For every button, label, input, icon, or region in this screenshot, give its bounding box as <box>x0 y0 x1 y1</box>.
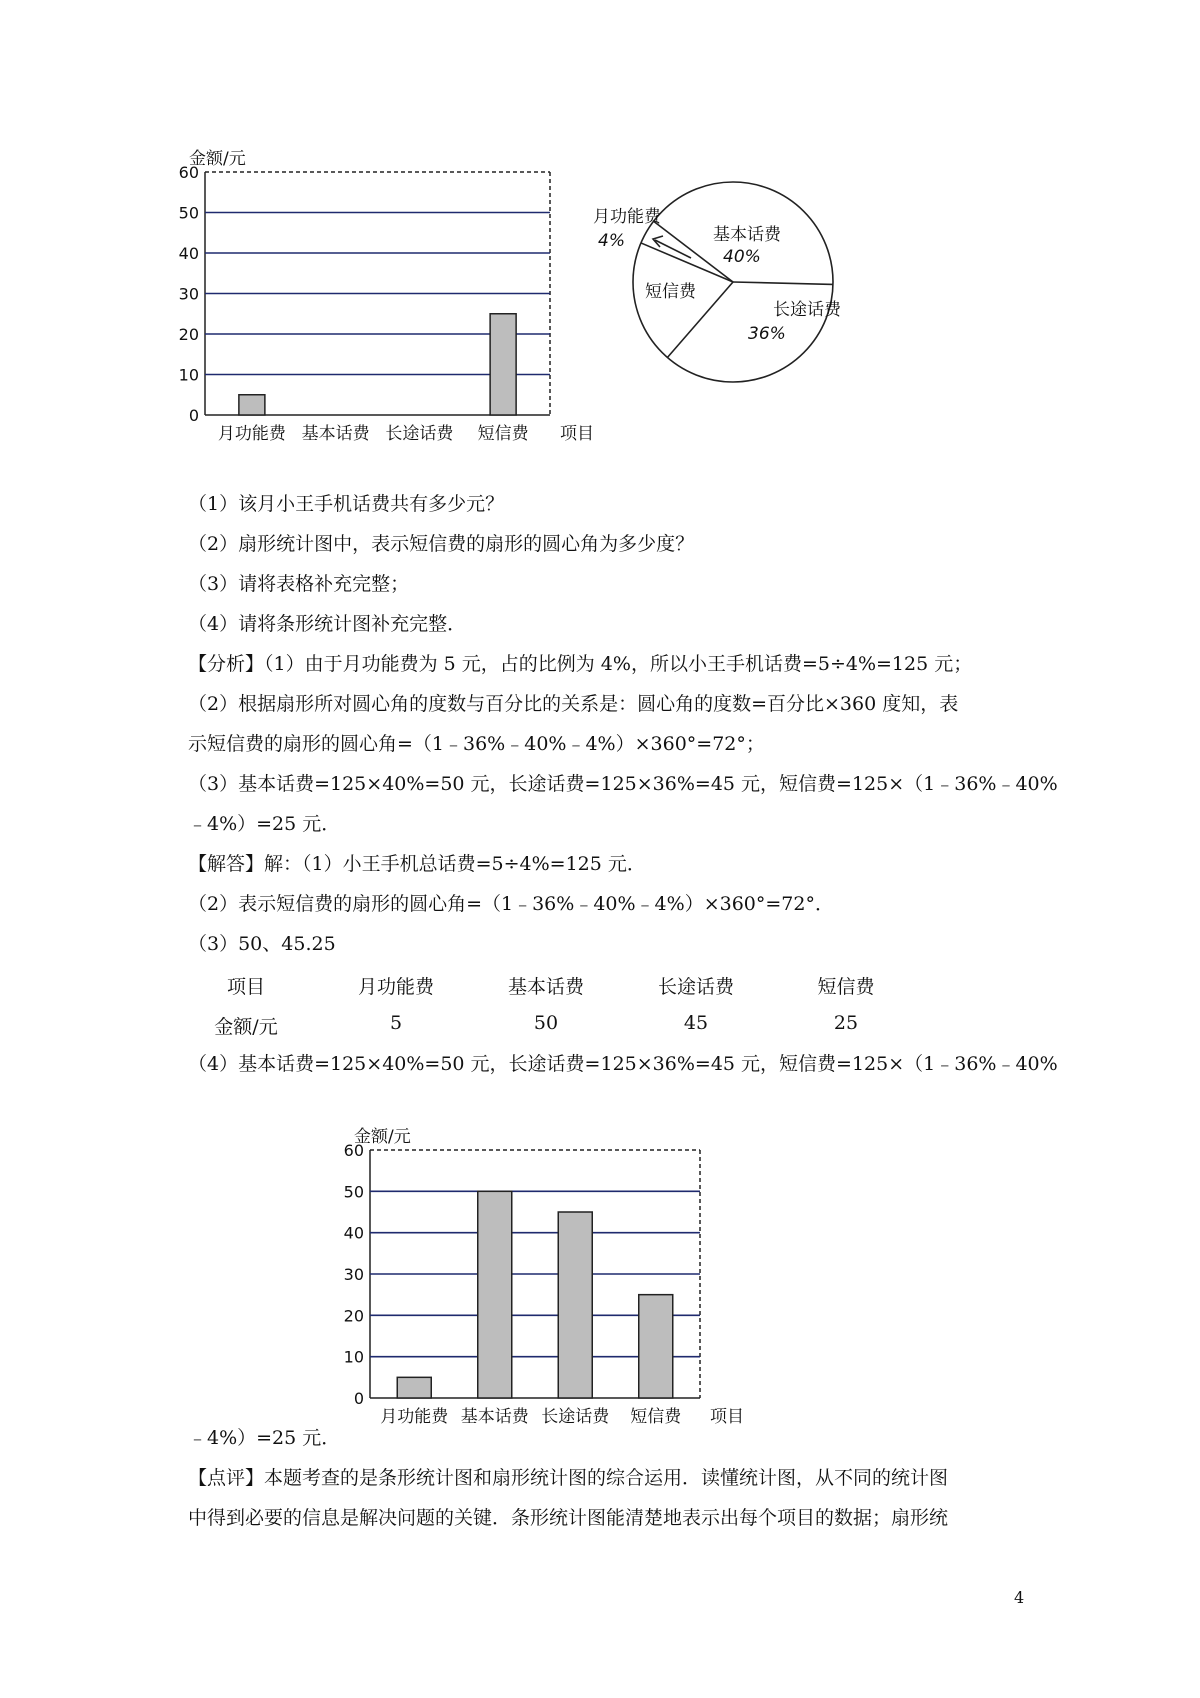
y-tick-label: 0 <box>188 406 199 425</box>
pie-slice-label: 月功能费 <box>593 207 661 227</box>
y-tick-label: 30 <box>178 284 199 304</box>
y-axis-label: 金额/元 <box>189 149 246 169</box>
y-tick-label: 60 <box>343 1141 364 1160</box>
bar <box>639 1295 673 1398</box>
analysis-2b: 示短信费的扇形的圆心角=（1﹣36%﹣40%﹣4%）×360°=72°； <box>188 733 765 755</box>
bar <box>397 1377 431 1398</box>
comment-1: 【点评】本题考查的是条形统计图和扇形统计图的综合运用．读懂统计图，从不同的统计图 <box>188 1467 949 1489</box>
x-tick-label: 短信费 <box>477 424 529 444</box>
pie-chart <box>593 190 930 420</box>
question-3: （3）请将表格补充完整； <box>188 573 410 595</box>
y-tick-label: 30 <box>343 1265 364 1284</box>
x-tick-label: 基本话费 <box>301 424 370 444</box>
question-2: （2）扇形统计图中，表示短信费的扇形的圆心角为多少度？ <box>188 533 695 555</box>
analysis-3b: ﹣4%）=25 元． <box>188 813 341 835</box>
bar <box>239 395 265 415</box>
x-tick-label: 短信费 <box>630 1407 682 1427</box>
question-1: （1）该月小王手机话费共有多少元？ <box>188 493 505 515</box>
analysis-2a: （2）根据扇形所对圆心角的度数与百分比的关系是：圆心角的度数=百分比×360 度知，表 <box>188 693 959 715</box>
x-tick-label: 长途话费 <box>385 424 454 444</box>
bar-chart-1 <box>160 140 620 480</box>
comment-2: 中得到必要的信息是解决问题的关键．条形统计图能清楚地表示出每个项目的数据；扇形统 <box>188 1507 949 1529</box>
x-axis-label: 项目 <box>710 1407 744 1427</box>
x-tick-label: 月功能费 <box>380 1407 449 1427</box>
table-header-cell: 月功能费 <box>357 976 434 998</box>
y-tick-label: 60 <box>178 163 199 182</box>
pie-slice-label: 基本话费 <box>713 225 781 245</box>
bar <box>490 314 516 415</box>
pie-slice-label: 短信费 <box>645 282 696 302</box>
y-tick-label: 0 <box>353 1389 364 1408</box>
solution-4: （4）基本话费=125×40%=50 元，长途话费=125×36%=45 元，短信费=125×（1﹣36%﹣40% <box>188 1053 1058 1075</box>
y-tick-label: 40 <box>343 1223 364 1243</box>
y-tick-label: 50 <box>343 1182 364 1202</box>
y-tick-label: 50 <box>178 203 199 223</box>
solution-3: （3）50、45.25 <box>188 933 336 955</box>
y-axis-label: 金额/元 <box>354 1127 411 1147</box>
page-number: 4 <box>1014 1588 1025 1607</box>
table-cell: 25 <box>833 1012 859 1034</box>
table-cell: 45 <box>683 1012 709 1034</box>
x-tick-label: 长途话费 <box>541 1407 610 1427</box>
x-tick-label: 基本话费 <box>460 1407 529 1427</box>
pie-slice-label: 长途话费 <box>773 300 841 320</box>
table-cell: 5 <box>389 1012 403 1034</box>
analysis-3a: （3）基本话费=125×40%=50 元，长途话费=125×36%=45 元，短信费=125×（1﹣36%﹣40% <box>188 773 1058 795</box>
table-header-cell: 项目 <box>226 976 265 998</box>
y-tick-label: 40 <box>178 244 199 263</box>
y-tick-label: 20 <box>178 325 199 344</box>
bar <box>478 1191 512 1398</box>
analysis-1: 【分析】（1）由于月功能费为 5 元，占的比例为 4%，所以小王手机话费=5÷4%=125 元； <box>188 653 973 675</box>
bar-chart-2 <box>325 1108 805 1448</box>
table-header-cell: 基本话费 <box>507 976 584 998</box>
y-tick-label: 10 <box>178 365 199 385</box>
table-cell: 金额/元 <box>214 1016 278 1038</box>
question-4: （4）请将条形统计图补充完整． <box>188 613 467 635</box>
bar <box>558 1212 592 1398</box>
solution-2: （2）表示短信费的扇形的圆心角=（1﹣36%﹣40%﹣4%）×360°=72°． <box>188 893 834 915</box>
table-cell: 50 <box>533 1012 559 1034</box>
table-header-cell: 长途话费 <box>657 976 734 998</box>
solution-1: 【解答】解：（1）小王手机总话费=5÷4%=125 元． <box>188 853 646 875</box>
solution-4b: ﹣4%）=25 元． <box>188 1427 341 1449</box>
y-tick-label: 10 <box>343 1347 364 1367</box>
pie-slice-percent: 40% <box>723 247 761 267</box>
x-axis-label: 项目 <box>560 424 594 444</box>
x-tick-label: 月功能费 <box>217 424 286 444</box>
pie-slice-percent: 36% <box>748 324 786 344</box>
y-tick-label: 20 <box>343 1306 364 1326</box>
table-header-cell: 短信费 <box>817 976 875 998</box>
pie-slice-percent: 4% <box>598 231 625 251</box>
